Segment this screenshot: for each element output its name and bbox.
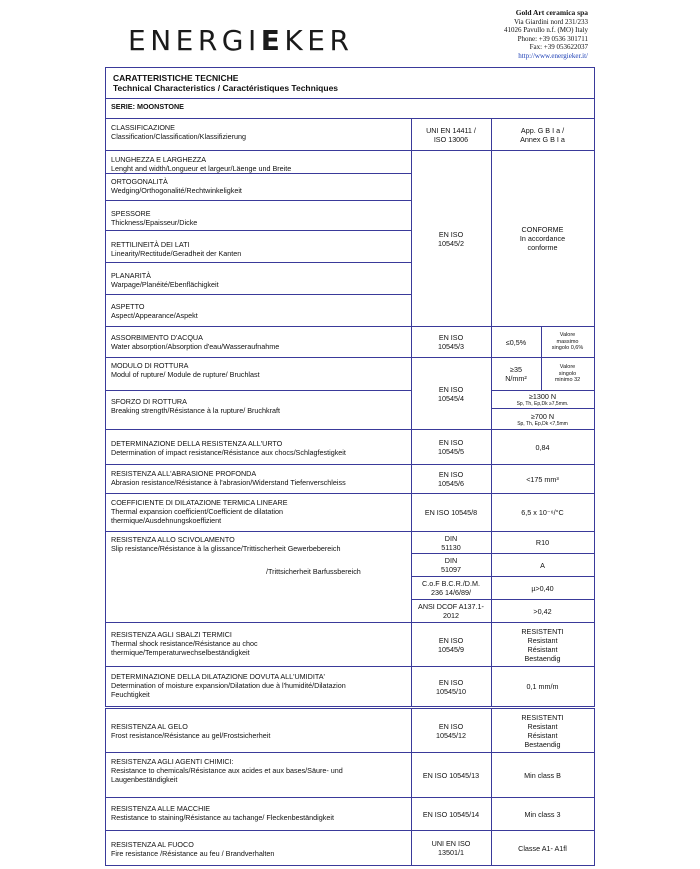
classification-value: App. G B I a / Annex G B I a bbox=[520, 126, 565, 144]
rupture-standard: EN ISO 10545/4 bbox=[438, 384, 464, 403]
chemical-value: Min class B bbox=[524, 770, 561, 780]
company-address: Gold Art ceramica spa Via Giardini nord 231/233 41026 Pavullo n.f. (MO) Italy Phone: +39 0536 301711 Fax: +39 053622037 http://www.energieker.it/ bbox=[504, 8, 588, 60]
website-link[interactable]: http://www.energieker.it/ bbox=[518, 51, 588, 60]
water-absorption-note: Valore massimo singolo 0,6% bbox=[551, 332, 584, 352]
thermal-expansion-standard: EN ISO 10545/8 bbox=[424, 508, 478, 517]
property-orthogonality: ORTOGONALITÀ Wedging/Orthogonalité/Rechtwinkeligkeit bbox=[111, 177, 242, 195]
property-aspect: ASPETTO Aspect/Appearance/Aspekt bbox=[111, 302, 198, 320]
stain-resistance-label: RESISTENZA ALLE MACCHIE Restistance to staining/Résistance au tachange/ Fleckenbeständigkeit bbox=[111, 804, 334, 822]
slip-din51097-value: A bbox=[540, 560, 545, 570]
fire-value: Classe A1- A1fl bbox=[518, 843, 567, 853]
frost-value: RESISTENTI Resistant Résistant Bestaendig bbox=[521, 712, 564, 749]
rupture-modulus-value: ≥35 N/mm² bbox=[505, 365, 527, 383]
property-warpage: PLANARITÀ Warpage/Planéité/Ebenflächigkeit bbox=[111, 271, 219, 289]
tech-table-main bbox=[105, 67, 595, 707]
abrasion-label: RESISTENZA ALL'ABRASIONE PROFONDA Abrasion resistance/Résistance à l'abrasion/Widerstand Tiefenverschleiss bbox=[111, 469, 346, 487]
rupture-modulus-label: MODULO DI ROTTURA Modul of rupture/ Module de rupture/ Bruchlast bbox=[111, 361, 260, 379]
breaking-strength-value-thick: ≥1300 N Sp, Th, Ep,Dk ≥7,5mm. bbox=[516, 392, 569, 407]
slip-resistance-label: RESISTENZA ALLO SCIVOLAMENTO Slip resistance/Résistance à la glissance/Trittischerheit Gewerbebereich bbox=[111, 535, 341, 553]
fire-standard: UNI EN ISO 13501/1 bbox=[431, 839, 471, 857]
moisture-expansion-standard: EN ISO 10545/10 bbox=[436, 677, 466, 696]
classification-label: CLASSIFICAZIONE Classification/Classification/Klassifizierung bbox=[111, 123, 247, 141]
water-absorption-standard: EN ISO 10545/3 bbox=[438, 333, 464, 351]
chemical-standard: EN ISO 10545/13 bbox=[422, 770, 480, 780]
breaking-strength-label: SFORZO DI ROTTURA Breaking strength/Résistance à la rupture/ Bruchkraft bbox=[111, 397, 280, 415]
slip-din51097-standard: DIN 51097 bbox=[441, 556, 461, 574]
classification-standard: UNI EN 14411 / ISO 13006 bbox=[426, 126, 476, 144]
slip-bcr-value: µ>0,40 bbox=[531, 583, 554, 593]
slip-din51130-value: R10 bbox=[535, 538, 550, 547]
group2-value: CONFORME In accordance conforme bbox=[519, 225, 566, 252]
moisture-expansion-value: 0,1 mm/m bbox=[526, 682, 559, 691]
breaking-strength-value-thin: ≥700 N Sp, Th, Ep,Dk <7,5mm bbox=[517, 411, 568, 427]
abrasion-standard: EN ISO 10545/6 bbox=[438, 470, 464, 488]
brand-logo: ENERGIEKER bbox=[128, 24, 354, 57]
thermal-shock-label: RESISTENZA AGLI SBALZI TERMICI Thermal shock resistance/Résistance au choc thermique/Temperaturwechselbeständigkeit bbox=[111, 630, 258, 657]
thermal-shock-value: RESISTENTI Resistant Résistant Bestaendig bbox=[521, 626, 564, 663]
property-linearity: RETTILINEITÀ DEI LATI Linearity/Rectitude/Geradheit der Kanten bbox=[111, 240, 242, 258]
stain-standard: EN ISO 10545/14 bbox=[422, 809, 480, 819]
thermal-shock-standard: EN ISO 10545/9 bbox=[438, 635, 464, 654]
property-length-width: LUNGHEZZA E LARGHEZZA Lenght and width/Longueur et largeur/Läenge und Breite bbox=[111, 155, 292, 173]
chemical-resistance-label: RESISTENZA AGLI AGENTI CHIMICI: Resistance to chemicals/Résistance aux acides et aux bases/Säure- und Laugenbeständigkeit bbox=[111, 757, 343, 784]
frost-resistance-label: RESISTENZA AL GELO Frost resistance/Résistance au gel/Frostsicherheit bbox=[111, 722, 271, 740]
impact-standard: EN ISO 10545/5 bbox=[438, 438, 464, 456]
thermal-expansion-value: 6,5 x 10⁻⁶/°C bbox=[521, 508, 564, 517]
impact-resistance-label: DETERMINAZIONE DELLA RESISTENZA ALL'URTO Determination of impact resistance/Résistance aux chocs/Schlagfestigkeit bbox=[111, 439, 346, 457]
abrasion-value: <175 mm³ bbox=[526, 474, 559, 484]
moisture-expansion-label: DETERMINAZIONE DELLA DILATAZIONE DOVUTA ALL'UMIDITA' Determination of moisture expansion/Dilatation due à l'humidité/Dilatazion Feuchtigkeit bbox=[111, 672, 346, 699]
group2-standard: EN ISO 10545/2 bbox=[438, 229, 464, 248]
slip-resistance-barefoot-label: /Trittsicherheit Barfussbereich bbox=[266, 567, 361, 576]
slip-ansi-value: >0,42 bbox=[533, 606, 552, 616]
slip-bcr-standard: C.o.F B.C.R./D.M. 236 14/6/89/ bbox=[422, 579, 480, 597]
property-thickness: SPESSORE Thickness/Epaisseur/Dicke bbox=[111, 209, 198, 227]
rupture-modulus-note: Valore singolo minimo 32 bbox=[554, 364, 581, 384]
water-absorption-label: ASSORBIMENTO D'ACQUA Water absorption/Absorption d'eau/Wasseraufnahme bbox=[111, 333, 280, 351]
logo-mark-icon: E bbox=[260, 24, 285, 57]
frost-standard: EN ISO 10545/12 bbox=[436, 721, 466, 740]
slip-din51130-standard: DIN 51130 bbox=[441, 533, 461, 552]
stain-value: Min class 3 bbox=[524, 809, 561, 819]
fire-resistance-label: RESISTENZA AL FUOCO Fire resistance /Résistance au feu / Brandverhalten bbox=[111, 840, 275, 858]
table-title: CARATTERISTICHE TECNICHE Technical Characteristics / Caractéristiques Techniques bbox=[113, 73, 339, 93]
serie-label: SERIE: MOONSTONE bbox=[111, 102, 184, 111]
thermal-expansion-label: COEFFICIENTE DI DILATAZIONE TERMICA LINEARE Thermal expansion coefficient/Coefficient de dilatation thermique/Ausdehnungskoeffizient bbox=[111, 498, 288, 525]
slip-ansi-standard: ANSI DCOF A137.1- 2012 bbox=[418, 602, 484, 620]
impact-value: 0,84 bbox=[535, 442, 550, 452]
tech-table-secondary bbox=[105, 708, 595, 866]
water-absorption-value: ≤0,5% bbox=[505, 337, 527, 347]
